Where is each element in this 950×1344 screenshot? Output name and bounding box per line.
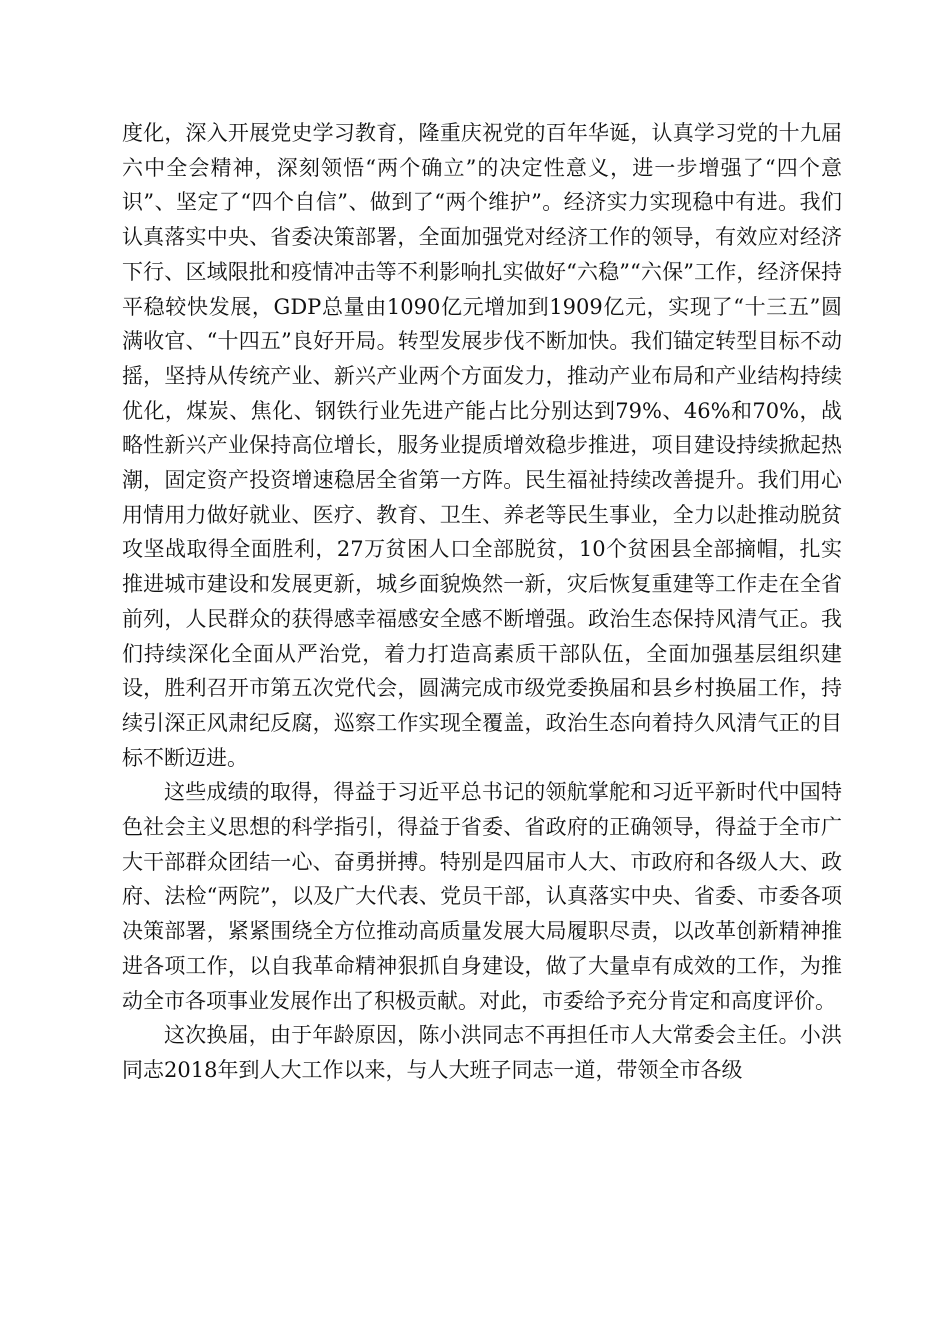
paragraph-leadership-change: 这次换届，由于年龄原因，陈小洪同志不再担任市人大常委会主任。小洪同志2018年到人大工作以来，与人大班子同志一道，带领全市各级	[122, 1023, 842, 1082]
document-body	[122, 116, 842, 1088]
paragraph-achievements: 度化，深入开展党史学习教育，隆重庆祝党的百年华诞，认真学习党的十九届六中全会精神，深刻领悟“两个确立”的决定性意义，进一步增强了“四个意识”、坚定了“四个自信”、做到了“两个维护”。经济实力实现稳中有进。我们认真落实中央、省委决策部署，全面加强党对经济工作的领导，有效应对经济下行、区域限批和疫情冲击等不利影响扎实做好“六稳”“六保”工作，经济保持平稳较快发展，GDP总量由1090亿元增加到1909亿元，实现了“十三五”圆满收官、“十四五”良好开局。转型发展步伐不断加快。我们锚定转型目标不动摇，坚持从传统产业、新兴产业两个方面发力，推动产业布局和产业结构持续优化，煤炭、焦化、钢铁行业先进产能占比分别达到79%、46%和70%，战略性新兴产业保持高位增长，服务业提质增效稳步推进，项目建设持续掀起热潮，固定资产投资增速稳居全省第一方阵。民生福祉持续改善提升。我们用心用情用力做好就业、医疗、教育、卫生、养老等民生事业，全力以赴推动脱贫攻坚战取得全面胜利，27万贫困人口全部脱贫，10个贫困县全部摘帽，扎实推进城市建设和发展更新，城乡面貌焕然一新，灾后恢复重建等工作走在全省前列，人民群众的获得感幸福感安全感不断增强。政治生态保持风清气正。我们持续深化全面从严治党，着力打造高素质干部队伍，全面加强基层组织建设，胜利召开市第五次党代会，圆满完成市级党委换届和县乡村换届工作，持续引深正风肃纪反腐，巡察工作实现全覆盖，政治生态向着持久风清气正的目标不断迈进。	[122, 121, 842, 770]
paragraph-credits: 这些成绩的取得，得益于习近平总书记的领航掌舵和习近平新时代中国特色社会主义思想的科学指引，得益于省委、省政府的正确领导，得益于全市广大干部群众团结一心、奋勇拼搏。特别是四届市人大、市政府和各级人大、政府、法检“两院”，以及广大代表、党员干部，认真落实中央、省委、市委各项决策部署，紧紧围绕全方位推动高质量发展大局履职尽责，以改革创新精神推进各项工作，以自我革命精神狠抓自身建设，做了大量卓有成效的工作，为推动全市各项事业发展作出了积极贡献。对此，市委给予充分肯定和高度评价。	[122, 780, 842, 1013]
